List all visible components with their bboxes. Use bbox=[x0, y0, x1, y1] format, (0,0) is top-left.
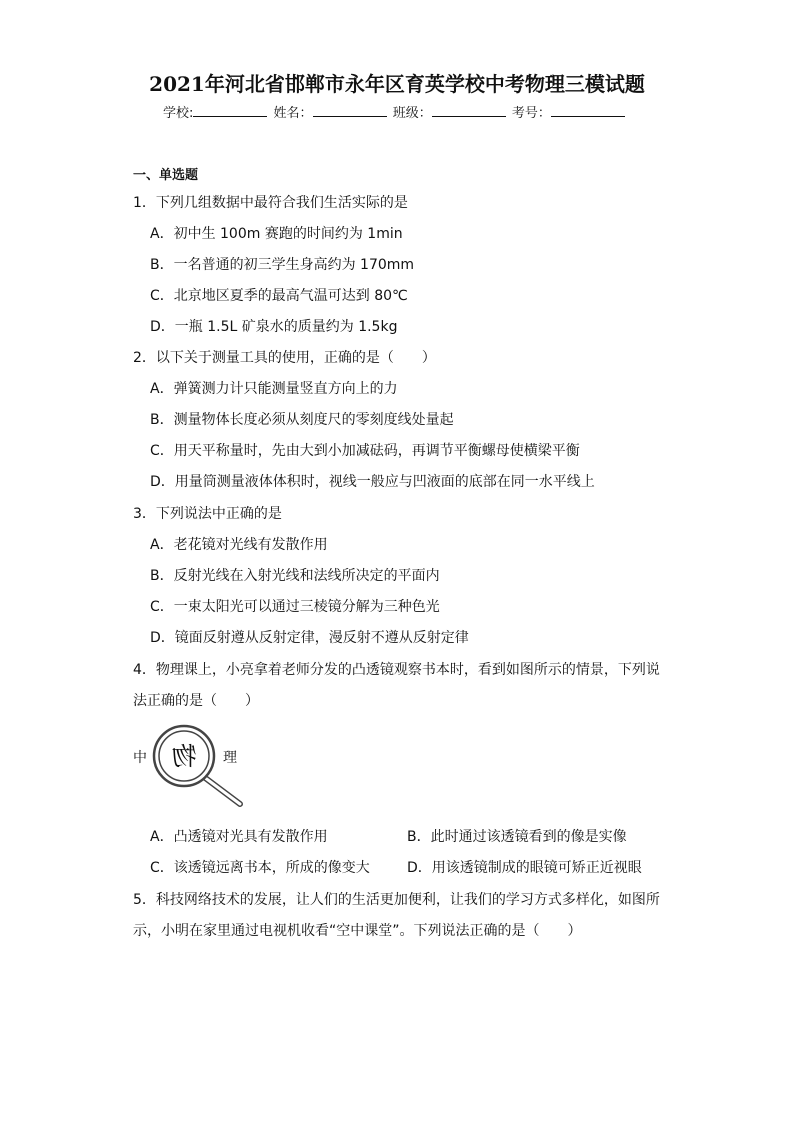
question-3-option-c: C．一束太阳光可以通过三棱镜分解为三种色光 bbox=[150, 599, 440, 615]
question-3-option-a: A．老花镜对光线有发散作用 bbox=[150, 537, 328, 553]
question-4-stem-line-2: 法正确的是（ ） bbox=[133, 693, 259, 709]
question-1-option-a: A．初中生 100m 赛跑的时间约为 1min bbox=[150, 226, 403, 242]
school-blank bbox=[193, 103, 267, 117]
question-4-option-a: A．凸透镜对光具有发散作用 bbox=[150, 829, 328, 845]
question-1-option-b: B．一名普通的初三学生身高约为 170mm bbox=[150, 257, 415, 273]
exam-title: 2021年河北省邯郸市永年区育英学校中考物理三模试题 bbox=[149, 72, 645, 96]
question-1-option-d: D．一瓶 1.5L 矿泉水的质量约为 1.5kg bbox=[150, 319, 398, 335]
school-label: 学校: bbox=[163, 106, 194, 121]
question-4-stem-line-1: 4．物理课上，小亮拿着老师分发的凸透镜观察书本时，看到如图所示的情景，下列说 bbox=[133, 662, 660, 678]
question-1-stem: 1．下列几组数据中最符合我们生活实际的是 bbox=[133, 195, 408, 211]
question-2-option-b: B．测量物体长度必须从刻度尺的零刻度线处量起 bbox=[150, 412, 454, 428]
exam-number-blank bbox=[551, 103, 625, 117]
question-2-option-a: A．弹簧测力计只能测量竖直方向上的力 bbox=[150, 381, 398, 397]
class-label: 班级： bbox=[392, 106, 432, 121]
magnifying-glass-icon bbox=[130, 718, 260, 813]
question-5-stem-line-2: 示，小明在家里通过电视机收看“空中课堂”。下列说法正确的是（ ） bbox=[133, 923, 582, 939]
question-2-option-d: D．用量筒测量液体体积时，视线一般应与凹液面的底部在同一水平线上 bbox=[150, 474, 595, 490]
question-4-option-b: B．此时通过该透镜看到的像是实像 bbox=[407, 829, 627, 845]
question-2-stem: 2．以下关于测量工具的使用，正确的是（ ） bbox=[133, 350, 436, 366]
section-heading: 一、单选题 bbox=[133, 168, 199, 183]
figure-left-char: 中 bbox=[133, 750, 147, 766]
question-2-option-c: C．用天平称量时，先由大到小加减砝码，再调节平衡螺母使横梁平衡 bbox=[150, 443, 580, 459]
question-3-option-b: B．反射光线在入射光线和法线所决定的平面内 bbox=[150, 568, 440, 584]
question-1-option-c: C．北京地区夏季的最高气温可达到 80℃ bbox=[150, 288, 408, 304]
question-4-option-d: D．用该透镜制成的眼镜可矫正近视眼 bbox=[407, 860, 642, 876]
name-label: 姓名： bbox=[273, 106, 313, 121]
magnifier-figure bbox=[130, 718, 260, 813]
student-info-line bbox=[163, 102, 627, 121]
question-5-stem-line-1: 5．科技网络技术的发展，让人们的生活更加便利，让我们的学习方式多样化，如图所 bbox=[133, 892, 660, 908]
figure-right-char: 理 bbox=[223, 750, 237, 766]
question-4-option-c: C．该透镜远离书本，所成的像变大 bbox=[150, 860, 370, 876]
class-blank bbox=[432, 103, 506, 117]
lens-magnified-char: 物 bbox=[171, 742, 197, 771]
question-3-option-d: D．镜面反射遵从反射定律，漫反射不遵从反射定律 bbox=[150, 630, 469, 646]
name-blank bbox=[313, 103, 387, 117]
exam-number-label: 考号： bbox=[511, 106, 551, 121]
question-3-stem: 3．下列说法中正确的是 bbox=[133, 506, 282, 522]
